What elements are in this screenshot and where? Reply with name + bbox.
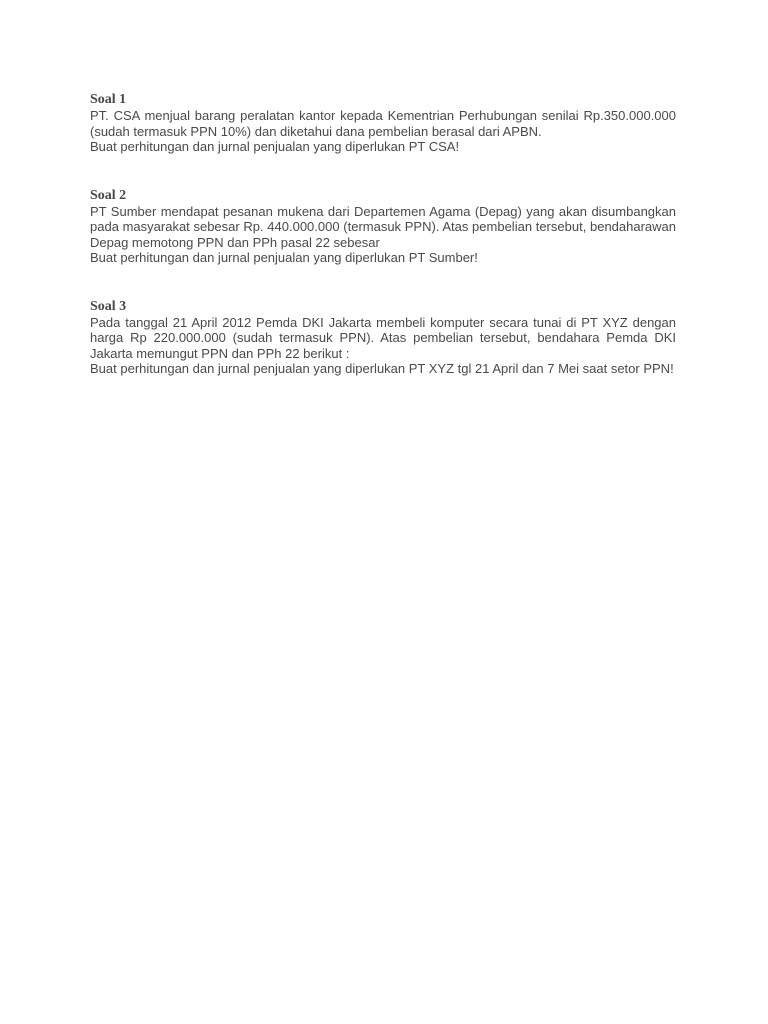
document-content [90,92,676,410]
soal-3-paragraph-1: Pada tanggal 21 April 2012 Pemda DKI Jakarta membeli komputer secara tunai di PT XYZ dengan harga Rp 220.000.000 (sudah termasuk PPN). Atas pembelian tersebut, bendahara Pemda DKI Jakarta memungut PPN dan PPh 22 berikut : [90,314,676,361]
soal-3-paragraph-2: Buat perhitungan dan jurnal penjualan yang diperlukan PT XYZ tgl 21 April dan 7 Mei saat setor PPN! [90,361,674,376]
soal-1-title: Soal 1 [90,92,127,107]
soal-2-paragraph-2: Buat perhitungan dan jurnal penjualan yang diperlukan PT Sumber! [90,250,478,265]
soal-3-title: Soal 3 [90,298,127,314]
soal-2-paragraph-1: PT Sumber mendapat pesanan mukena dari Departemen Agama (Depag) yang akan disumbangkan pada masyarakat sebesar Rp. 440.000.000 (termasuk PPN). Atas pembelian tersebut, bendaharawan Depag memotong PPN dan PPh pasal 22 sebesar [90,203,676,250]
soal-3-section [90,299,676,377]
soal-1-paragraph-1: PT. CSA menjual barang peralatan kantor kepada Kementrian Perhubungan senilai Rp.350.000.000 (sudah termasuk PPN 10%) dan diketahui dana pembelian berasal dari APBN. [90,108,676,139]
soal-1-paragraph-2: Buat perhitungan dan jurnal penjualan yang diperlukan PT CSA! [90,139,460,154]
soal-1-section [90,92,676,155]
soal-2-section [90,188,676,266]
soal-2-title: Soal 2 [90,187,127,203]
